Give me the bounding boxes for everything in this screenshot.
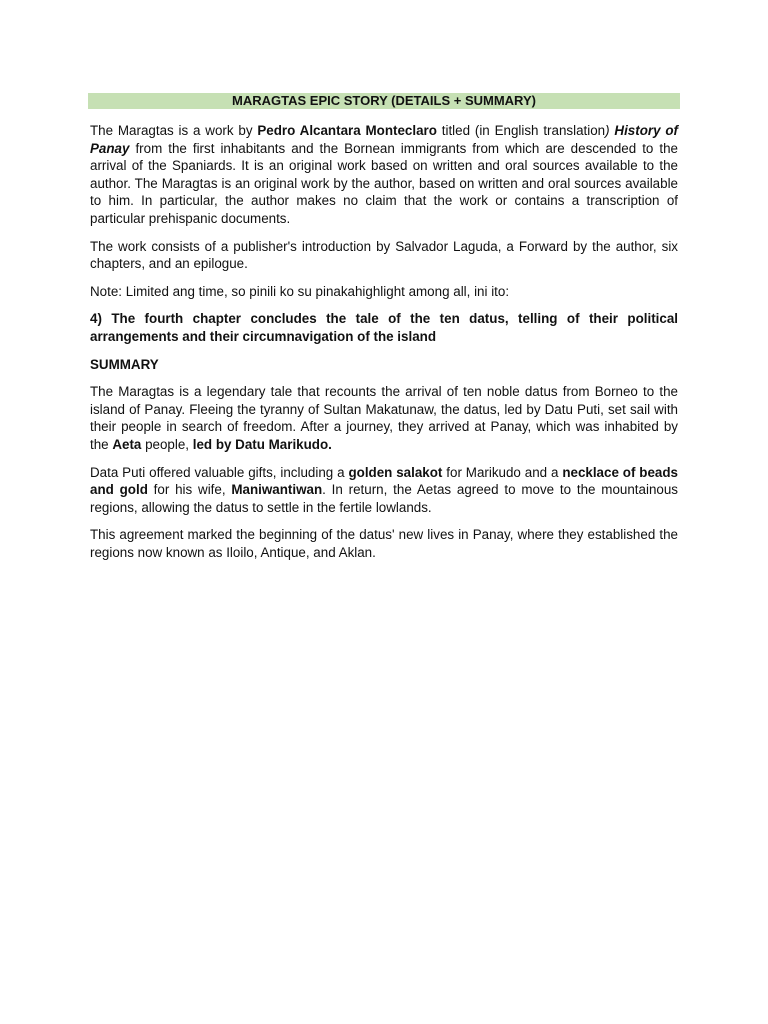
structure-paragraph: The work consists of a publisher's introduction by Salvador Laguda, a Forward by the author, six chapters, and an epilogue. (90, 238, 678, 272)
summary-paragraph-3: This agreement marked the beginning of the datus' new lives in Panay, where they established the regions now known as Iloilo, Antique, and Aklan. (90, 527, 678, 560)
book-title: History of Panay (90, 123, 679, 156)
intro-paragraph (90, 122, 678, 228)
aeta-term: Aeta (112, 436, 142, 452)
summary2-text-2: for Marikudo and a (442, 464, 563, 480)
intro-text-4: from the first inhabitants and the Bornean immigrants from which are descended to the arrival of the Spaniards. It is an original work based on written and oral sources available to the author. The Maragtas is an original work by the author, based on written and oral sources available to him. In particular, the author makes no claim that the work or contains a transcription of particular prehispanic documents. (90, 140, 678, 226)
summary1-text-2: people, (141, 436, 193, 452)
document-page (90, 93, 678, 571)
wife-name: Maniwantiwan (231, 482, 323, 498)
author-name: Pedro Alcantara Monteclaro (257, 123, 437, 138)
summary2-text-3: for his wife, (147, 482, 232, 498)
intro-text-3: ) (605, 123, 615, 138)
summary-paragraph-1 (90, 383, 678, 453)
intro-text-1: The Maragtas is a work by (90, 123, 258, 138)
intro-text-2: titled (in English translation (436, 123, 606, 138)
leader-phrase: led by Datu Marikudo. (192, 436, 332, 452)
summary-heading: SUMMARY (90, 356, 159, 372)
gift-necklace: necklace of beads and gold (90, 464, 679, 498)
summary-paragraph-2 (90, 464, 678, 517)
summary2-text-4: . In return, the Aetas agreed to move to the mountainous regions, allowing the datus to settle in the fertile lowlands. (90, 482, 678, 515)
document-title: MARAGTAS EPIC STORY (DETAILS + SUMMARY) (88, 93, 680, 109)
summary2-text-1: Data Puti offered valuable gifts, including a (90, 464, 349, 480)
note-paragraph: Note: Limited ang time, so pinili ko su pinakahighlight among all, ini ito: (90, 283, 510, 299)
summary1-text-1: The Maragtas is a legendary tale that recounts the arrival of ten noble datus from Borneo to the island of Panay. Fleeing the tyranny of Sultan Makatunaw, the datus, led by Datu Puti, set sail with their people in search of freedom. After a journey, they arrived at Panay, which was inhabited by the (90, 384, 678, 452)
gift-salakot: golden salakot (348, 464, 443, 480)
highlight-paragraph: 4) The fourth chapter concludes the tale of the ten datus, telling of their political arrangements and their circumnavigation of the island (90, 311, 678, 344)
